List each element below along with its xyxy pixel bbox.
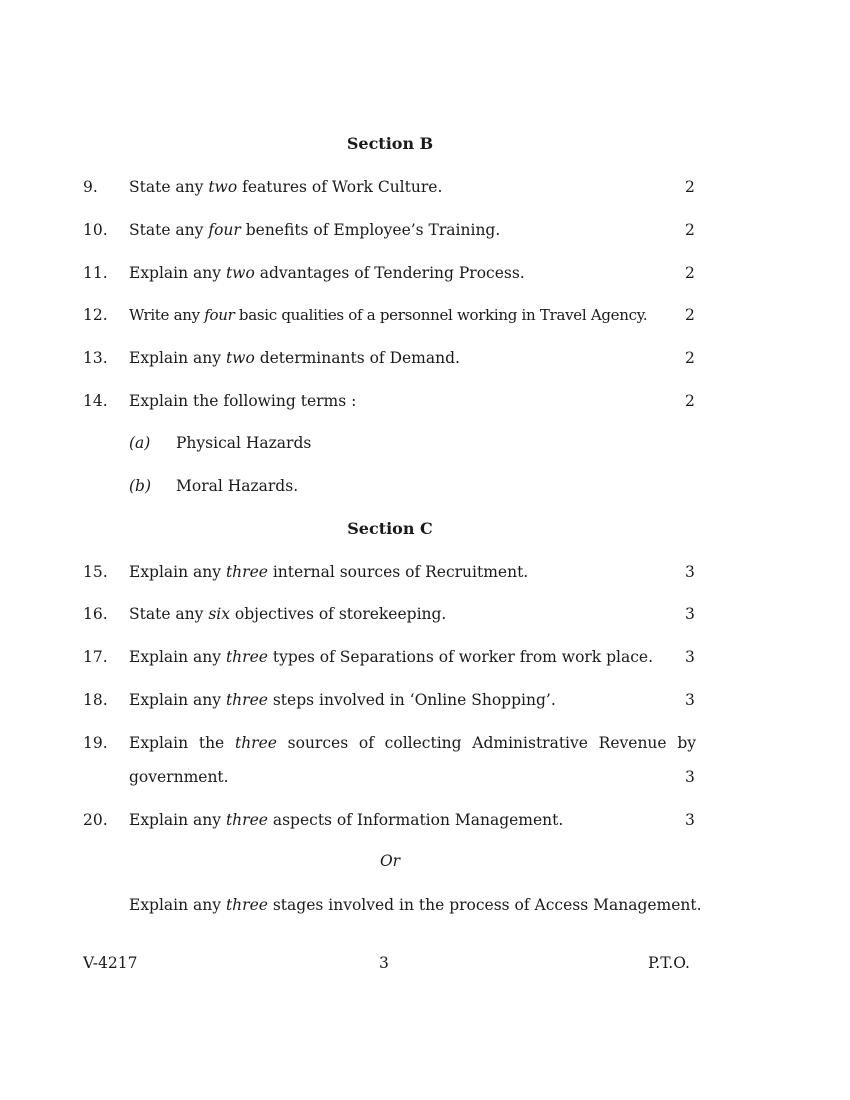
question-number: 12. xyxy=(83,306,108,324)
question-text: State any two features of Work Culture. xyxy=(129,178,443,196)
question-marks: 2 xyxy=(685,392,695,410)
question-text: Explain the three sources of collecting Administrative Revenue by xyxy=(129,734,696,752)
question-number: 17. xyxy=(83,648,108,666)
question-number: 15. xyxy=(83,563,108,581)
question-marks: 3 xyxy=(685,563,695,581)
question-number: 11. xyxy=(83,264,108,282)
question-number: 16. xyxy=(83,605,108,623)
sub-item-text: Physical Hazards xyxy=(176,434,312,452)
question-marks: 2 xyxy=(685,178,695,196)
question-text: Explain any three internal sources of Recruitment. xyxy=(129,563,529,581)
question-number: 20. xyxy=(83,811,108,829)
page-number: 3 xyxy=(379,954,389,972)
question-text: Explain any three types of Separations of worker from work place. xyxy=(129,648,654,666)
question-number: 18. xyxy=(83,691,108,709)
or-divider: Or xyxy=(379,852,401,870)
section-b-heading: Section B xyxy=(346,134,434,153)
section-c-heading: Section C xyxy=(347,519,433,538)
question-number: 10. xyxy=(83,221,108,239)
question-text: Explain any three steps involved in ‘Online Shopping’. xyxy=(129,691,556,709)
question-text-continued: government. xyxy=(129,768,229,786)
sub-item-label: (b) xyxy=(129,477,152,495)
question-marks: 3 xyxy=(685,691,695,709)
question-marks: 3 xyxy=(685,811,695,829)
question-text: Explain any two determinants of Demand. xyxy=(129,349,460,367)
question-text: Explain any three aspects of Information Management. xyxy=(129,811,564,829)
question-number: 13. xyxy=(83,349,108,367)
question-number: 14. xyxy=(83,392,108,410)
question-text: State any six objectives of storekeeping. xyxy=(129,605,447,623)
question-marks: 2 xyxy=(685,264,695,282)
question-marks: 2 xyxy=(685,221,695,239)
question-text: Explain any two advantages of Tendering Process. xyxy=(129,264,525,282)
question-text: Write any four basic qualities of a personnel working in Travel Agency. xyxy=(129,306,648,324)
question-text: State any four benefits of Employee’s Training. xyxy=(129,221,501,239)
question-marks: 3 xyxy=(685,768,695,786)
question-number: 9. xyxy=(83,178,98,196)
paper-code: V-4217 xyxy=(83,954,138,972)
question-marks: 3 xyxy=(685,605,695,623)
pto-label: P.T.O. xyxy=(648,954,690,972)
alternative-question-text: Explain any three stages involved in the process of Access Management. xyxy=(129,896,702,914)
question-number: 19. xyxy=(83,734,108,752)
question-text: Explain the following terms : xyxy=(129,392,357,410)
question-marks: 2 xyxy=(685,349,695,367)
question-marks: 2 xyxy=(685,306,695,324)
sub-item-label: (a) xyxy=(129,434,151,452)
question-marks: 3 xyxy=(685,648,695,666)
sub-item-text: Moral Hazards. xyxy=(176,477,299,495)
